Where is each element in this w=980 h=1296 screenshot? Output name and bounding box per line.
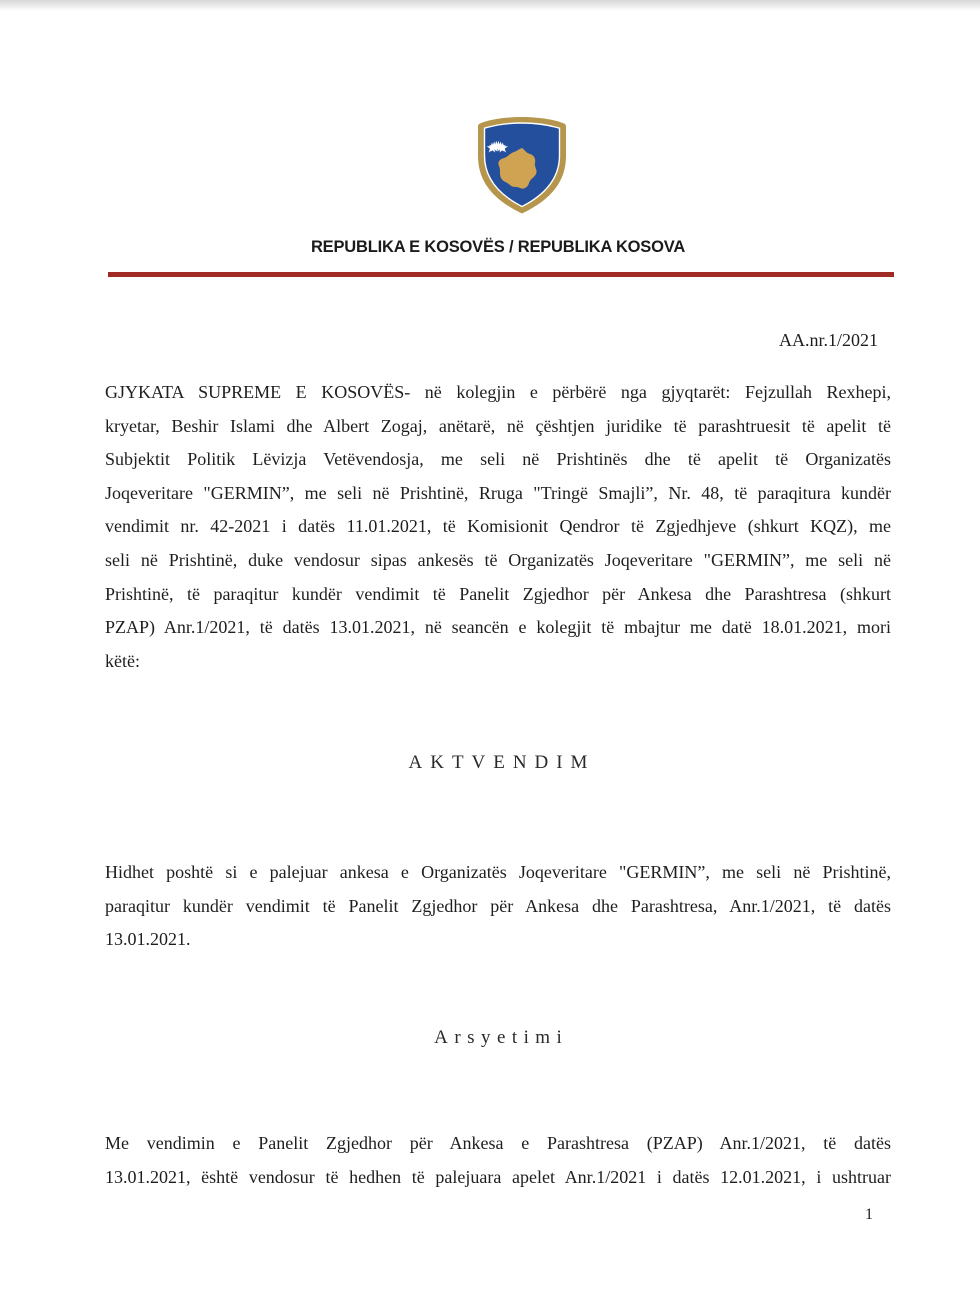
page-number: 1 <box>865 1206 873 1223</box>
header-rule <box>108 272 894 277</box>
text-line: kryetar, Beshir Islami dhe Albert Zogaj, anëtarë, në çështjen juridike të parashtruesit të apelit të <box>105 415 891 436</box>
text-line: Hidhet poshtë si e palejuar ankesa e Organizatës Joqeveritare "GERMIN”, me seli në Prishtinë, <box>105 862 891 882</box>
text-line: PZAP) Anr.1/2021, të datës 13.01.2021, në seancën e kolegjit të mbajtur me datë 18.01.2021, mori <box>105 617 891 638</box>
text-line: 13.01.2021. <box>105 929 191 950</box>
intro-paragraph <box>105 376 891 678</box>
text-line: Joqeveritare "GERMIN”, me seli në Prishtinë, Rruga "Tringë Smajli”, Nr. 48, të paraqitura kundër <box>105 482 891 503</box>
text-line: Subjektit Politik Lëvizja Vetëvendosja, me seli në Prishtinës dhe të apelit të Organizatës <box>105 449 891 470</box>
text-line: Prishtinë, të paraqitur kundër vendimit të Panelit Zgjedhor për Ankesa dhe Parashtresa (shkurt <box>105 583 891 604</box>
text-line: Me vendimin e Panelit Zgjedhor për Ankesa e Parashtresa (PZAP) Anr.1/2021, të datës <box>105 1133 891 1153</box>
state-title: REPUBLIKA E KOSOVËS / REPUBLIKA KOSOVA <box>310 238 686 256</box>
text-line: 13.01.2021, është vendosur të hedhen të palejuara apelet Anr.1/2021 i datës 12.01.2021, i ushtruar <box>105 1166 891 1187</box>
text-line: seli në Prishtinë, duke vendosur sipas ankesës të Organizatës Joqeveritare "GERMIN”, me seli në <box>105 549 891 570</box>
document-content <box>105 0 891 1296</box>
text-line: GJYKATA SUPREME E KOSOVËS- në kolegjin e përbërë nga gjyqtarët: Fejzullah Rexhepi, <box>105 382 891 402</box>
decision-heading: AKTVENDIM <box>408 752 596 773</box>
reasoning-paragraph <box>105 1127 891 1194</box>
reasoning-heading: Arsyetimi <box>434 1027 569 1048</box>
text-line: paraqitur kundër vendimit të Panelit Zgjedhor për Ankesa dhe Parashtresa, Anr.1/2021, të datës <box>105 895 891 916</box>
text-line: këtë: <box>105 650 140 671</box>
decision-paragraph <box>105 856 891 957</box>
case-reference-number: AA.nr.1/2021 <box>779 330 878 350</box>
text-line: vendimit nr. 42-2021 i datës 11.01.2021, të Komisionit Qendror të Zgjedhjeve (shkurt KQZ), me <box>105 516 891 537</box>
